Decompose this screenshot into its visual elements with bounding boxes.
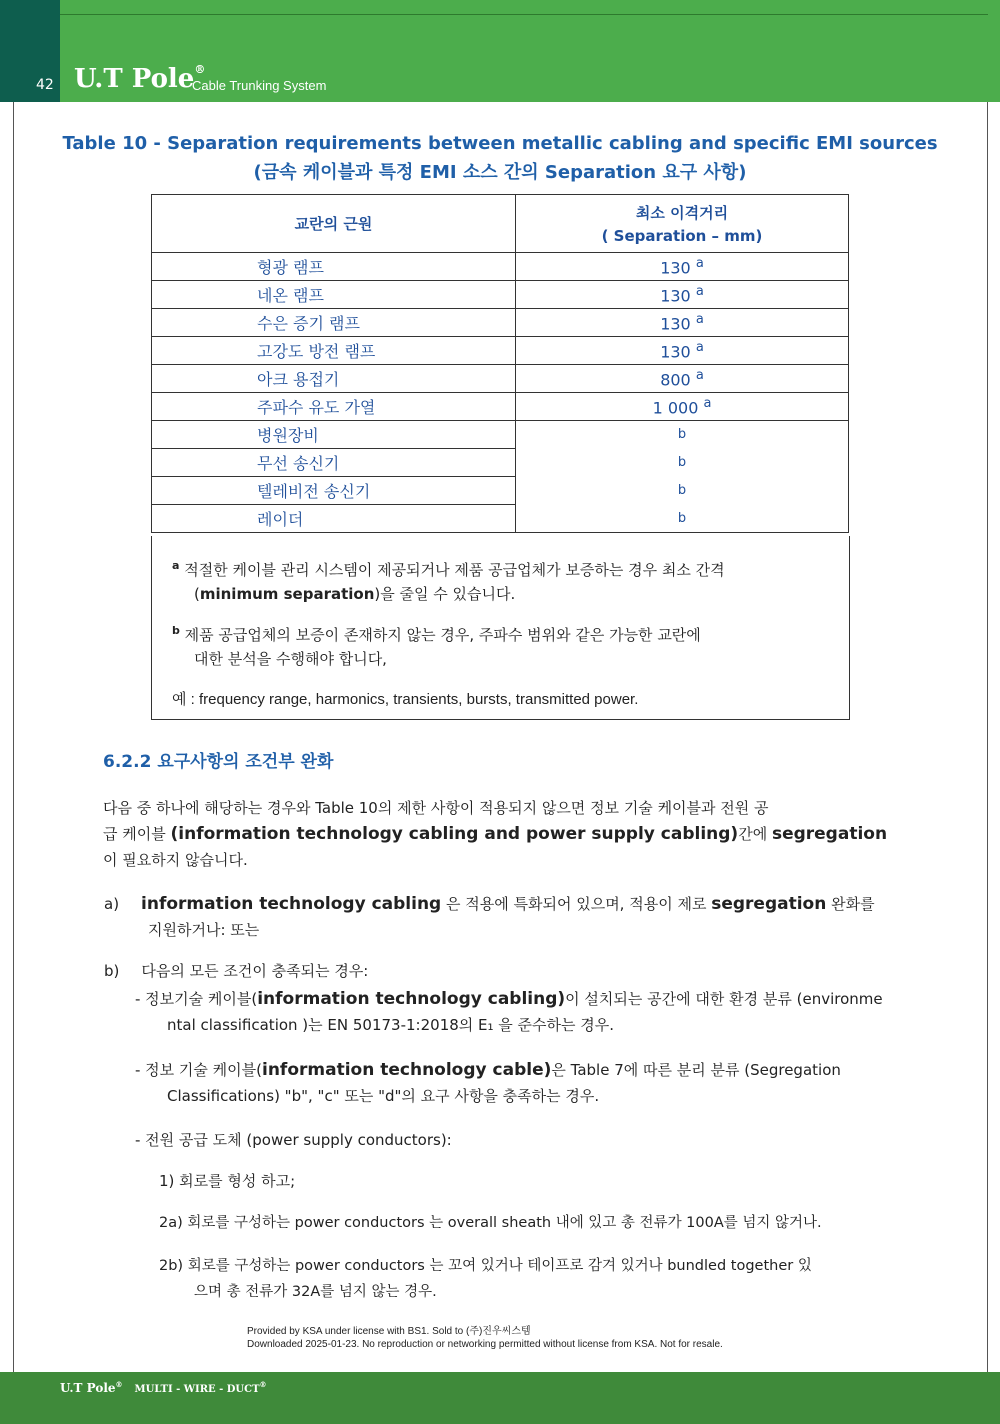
item-c2b: 2b) 회로를 구성하는 power conductors 는 꼬여 있거나 테이프로 감겨 있거나 bundled together 있 으며 총 전류가 32A를 넘지 않는 경우. xyxy=(159,1258,812,1300)
item-b: b) 다음의 모든 조건이 충족되는 경우: xyxy=(104,962,369,980)
table-row: 형광 램프 130 $^a$ xyxy=(152,253,849,281)
col-header-source: 교란의 근원 xyxy=(152,195,516,253)
page-header xyxy=(0,0,1000,102)
note-example: 예 : frequency range, harmonics, transients, bursts, transmitted power. xyxy=(172,691,639,708)
table-row: 고강도 방전 램프 130 $^a$ xyxy=(152,337,849,365)
table-row: 주파수 유도 가열 1 000 $^a$ xyxy=(152,393,849,421)
item-c1: 1) 회로를 형성 하고; xyxy=(159,1172,296,1190)
frame-right-line xyxy=(987,102,988,1372)
table-row: 텔레비전 송신기 b xyxy=(152,477,849,505)
table-row: 병원장비 b xyxy=(152,421,849,449)
section-heading: 6.2.2 요구사항의 조건부 완화 xyxy=(103,752,334,772)
item-b1: - 정보기술 케이블(information technology cabling)이 설치되는 공간에 대한 환경 분류 (environme ntal classification )는 EN 50173-1:2018의 E₁ 을 준수하는 경우. xyxy=(135,989,883,1034)
intro-paragraph: 다음 중 하나에 해당하는 경우와 Table 10의 제한 사항이 적용되지 않으면 정보 기술 케이블과 전원 공 급 케이블 (information technology cabling and power supply cabling)간에 segregation 이 필요하지 않습니다. xyxy=(103,799,888,869)
item-a: a) information technology cabling 은 적용에 특화되어 있으며, 적용이 제로 segregation 완화를 지원하거나: 또는 xyxy=(104,894,875,939)
separation-table xyxy=(151,194,849,533)
brand-logo: U.T Pole® xyxy=(74,63,206,94)
item-b3: - 전원 공급 도체 (power supply conductors): xyxy=(135,1131,452,1149)
note-b: $^b$ 제품 공급업체의 보증이 존재하지 않는 경우, 주파수 범위와 같은 가능한 교란에 대한 분석을 수행해야 합니다, xyxy=(172,624,701,668)
table-row: 수은 증기 램프 130 $^a$ xyxy=(152,309,849,337)
table-title-ko: (금속 케이블과 특정 EMI 소스 간의 Separation 요구 사항) xyxy=(253,162,747,183)
license-notice: Provided by KSA under license with BS1. Sold to (주)진우씨스템 Downloaded 2025-01-23. No reproduction or networking permitted without license from KSA. Not for resale. xyxy=(247,1326,723,1350)
page-footer xyxy=(0,1372,1000,1424)
item-b2: - 정보 기술 케이블(information technology cable)은 Table 7에 따른 분리 분류 (Segregation Classifications) "b", "c" 또는 "d"의 요구 사항을 충족하는 경우. xyxy=(135,1060,841,1105)
page-number: 42 xyxy=(36,77,54,93)
table-title-en: Table 10 - Separation requirements between metallic cabling and specific EMI sources xyxy=(62,133,938,154)
footer-brand: U.T Pole® MULTI - WIRE - DUCT® xyxy=(60,1380,267,1395)
table-row: 아크 용접기 800 $^a$ xyxy=(152,365,849,393)
table-header-row xyxy=(152,195,849,253)
header-subtitle: Cable Trunking System xyxy=(192,78,327,93)
col-header-separation: 최소 이격거리 ( Separation – mm) xyxy=(516,195,849,253)
frame-top-line xyxy=(60,14,988,15)
item-c2a: 2a) 회로를 구성하는 power conductors 는 overall sheath 내에 있고 총 전류가 100A를 넘지 않거나. xyxy=(159,1215,822,1231)
table-row: 네온 램프 130 $^a$ xyxy=(152,281,849,309)
note-a: $^a$ 적절한 케이블 관리 시스템이 제공되거나 제품 공급업체가 보증하는 경우 최소 간격 (minimum separation)을 줄일 수 있습니다. xyxy=(172,559,725,603)
frame-left-line xyxy=(13,102,14,1372)
table-row: 레이더 b xyxy=(152,505,849,533)
table-row: 무선 송신기 b xyxy=(152,449,849,477)
table-notes xyxy=(151,536,850,720)
